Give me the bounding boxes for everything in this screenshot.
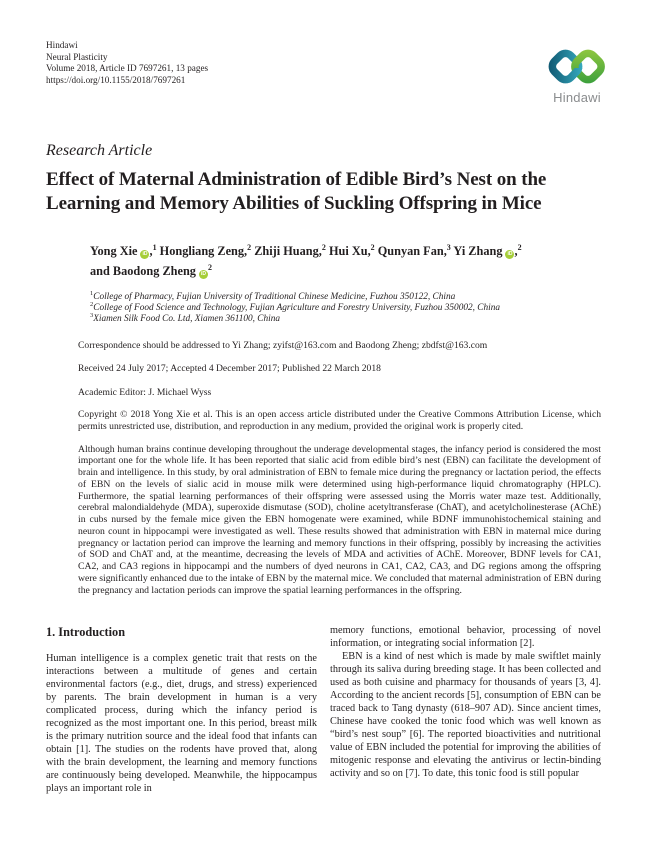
affiliations	[90, 289, 601, 326]
email-link-2[interactable]: zbdfst@163.com	[421, 339, 488, 351]
author-affiliation-ref: 2	[247, 242, 252, 252]
author-name: Yi Zhang	[453, 244, 503, 258]
affiliation-item	[90, 303, 601, 314]
page-content	[46, 40, 601, 796]
intro-paragraph-1-continuation: memory functions, emotional behavior, processing of novel information, or integrating social information [2].	[330, 625, 601, 650]
affiliation-number: 1	[90, 289, 94, 297]
copyright-notice: Copyright © 2018 Yong Xie et al. This is an open access article distributed under the Creative Commons Attribution License, which permits unrestricted use, distribution, and reproduction in any medium, provided the original work is properly cited.	[78, 409, 601, 432]
volume-line: Volume 2018, Article ID 7697261, 13 pages	[46, 63, 209, 74]
author-affiliation-ref: 1	[152, 242, 157, 252]
affiliation-text: Xiamen Silk Food Co. Ltd, Xiamen 361100, China	[93, 314, 281, 325]
email-link-1[interactable]: zyifst@163.com	[272, 339, 337, 351]
article-title-line1: Effect of Maternal Administration of Edible Bird’s Nest on the	[46, 169, 547, 190]
author-separator: ,	[367, 244, 371, 258]
author-separator: ,	[149, 244, 153, 258]
orcid-icon[interactable]: iD	[200, 270, 206, 277]
author-name: Hongliang Zeng	[159, 244, 245, 258]
author-separator: ,	[244, 244, 248, 258]
author-affiliation-ref: 3	[446, 242, 451, 252]
abstract-paragraph: Although human brains continue developing throughout the underage developmental stages, the infancy period is considered the most important one for the whole life. It has been reported that sialic acid from edible bird’s nest (EBN) can facilitate the development of brain and intelligence. In this study, by oral administration of EBN to female mice during the pregnancy or lactation period, the effects of EBN on the levels of sialic acid in mouse milk were determined using high-performance liquid chromatography (HPLC). Furthermore, the spatial learning performances of their offspring were assessed using the Morris water maze test. Additionally, cerebral malondialdehyde (MDA), superoxide dismutase (SOD), choline acetyltransferase (ChAT), and acetylcholinesterase (AChE) in cubs nursed by the female mice given the EBN homogenate were examined, while BDNF immunohistochemical staining and neuron count in hippocampi were investigated as well. These results showed that administration with EBN in maternal mice during pregnancy or lactation period can improve the learning and memory functions in their offspring, possibly by increasing the activities of SOD and ChAT and, at the meantime, decreasing the levels of MDA and activities of AChE. Moreover, BDNF levels for CA1, CA2, and CA3 regions in hippocampi and the numbers of dyed neurons in CA1, CA2, CA3, and DG regions among the offspring were significantly enhanced due to the intake of EBN by the maternal mice. We concluded that maternal administration of EBN during the pregnancy and lactation periods can improve the spatial learning performances in the offspring.	[78, 443, 601, 596]
author-name: Hui Xu	[328, 244, 368, 258]
affiliation-item	[90, 314, 601, 325]
affiliation-text: College of Food Science and Technology, Fujian Agriculture and Forestry University, Fuzhou 350002, China	[93, 303, 501, 314]
body-columns	[46, 625, 601, 795]
author-name: Zhiji Huang	[254, 244, 319, 258]
author-affiliation-ref: 2	[207, 262, 212, 272]
correspondence-prefix: Correspondence should be addressed to Yi Zhang;	[78, 339, 273, 351]
orcid-icon[interactable]: iD	[142, 251, 148, 257]
author-separator: ,	[318, 244, 322, 258]
author-name: Yong Xie	[90, 244, 138, 258]
article-title	[46, 168, 601, 216]
article-type: Research Article	[46, 142, 153, 159]
section-heading-introduction: 1. Introduction	[46, 625, 126, 640]
author-affiliation-ref: 2	[370, 242, 375, 252]
author-affiliation-ref: 2	[517, 242, 522, 252]
author-name: Qunyan Fan	[377, 244, 444, 258]
affiliation-text: College of Pharmacy, Fujian University of Traditional Chinese Medicine, Fuzhou 350122, China	[93, 292, 456, 302]
correspondence-line	[78, 340, 601, 352]
doi-link[interactable]: https://doi.org/10.1155/2018/7697261	[46, 74, 186, 85]
hindawi-logo-rings-icon	[544, 43, 610, 90]
affiliation-item	[90, 289, 601, 303]
hindawi-logo-text: Hindawi	[553, 90, 601, 105]
author-separator: ,	[443, 244, 447, 258]
intro-paragraph-1: Human intelligence is a complex genetic trait that rests on the interactions between a multitude of genes and certain environmental factors (e.g., diet, drugs, and stress) experienced by parents. The brain development in human is a very complicated process, during which the infancy period is recognized as the most important one. In this period, breast milk is the primary nutrition source and the ideal food that infants can obtain [1]. The studies on the rodents have proved that, along with the brain development, the learning and memory functions are continuously being developed. Meanwhile, the hippocampus plays an important role in	[46, 653, 317, 794]
author-line	[90, 242, 601, 281]
history-dates: Received 24 July 2017; Accepted 4 December 2017; Published 22 March 2018	[78, 363, 381, 375]
author-separator: ,	[514, 244, 518, 258]
left-column	[46, 625, 317, 795]
affiliation-number: 2	[90, 301, 94, 309]
article-title-line2: Learning and Memory Abilities of Suckling Offspring in Mice	[46, 193, 542, 214]
journal-masthead	[46, 40, 601, 118]
author-name: and Baodong Zheng	[90, 263, 196, 278]
academic-editor: Academic Editor: J. Michael Wyss	[78, 386, 212, 398]
affiliation-number: 3	[90, 312, 94, 320]
masthead-meta	[46, 40, 208, 86]
hindawi-logo	[544, 43, 610, 105]
publisher-name: Hindawi	[46, 40, 78, 50]
intro-paragraph-2: EBN is a kind of nest which is made by male swiftlet mainly through its saliva during breeding stage. It has been collected and used as both cuisine and pharmacy for thousands of years [3, 4]. According to the ancient records [5], consumption of EBN can be traced back to Tang dynasty (618–907 AD). Since ancient times, Chinese have cooked the tonic food which was well known as “bird’s nest soup” [6]. The reported bioactivities and nutritional value of EBN included the potential for improving the abilities of mitogenic response and elevating the antivirus or lectin-binding activity and so on [7]. To date, this tonic food is still popular	[330, 651, 601, 779]
orcid-icon[interactable]: iD	[507, 251, 513, 257]
correspondence-middle: and Baodong Zheng;	[336, 339, 422, 351]
journal-name: Neural Plasticity	[46, 51, 108, 62]
author-affiliation-ref: 2	[321, 242, 326, 252]
right-column	[330, 625, 601, 795]
